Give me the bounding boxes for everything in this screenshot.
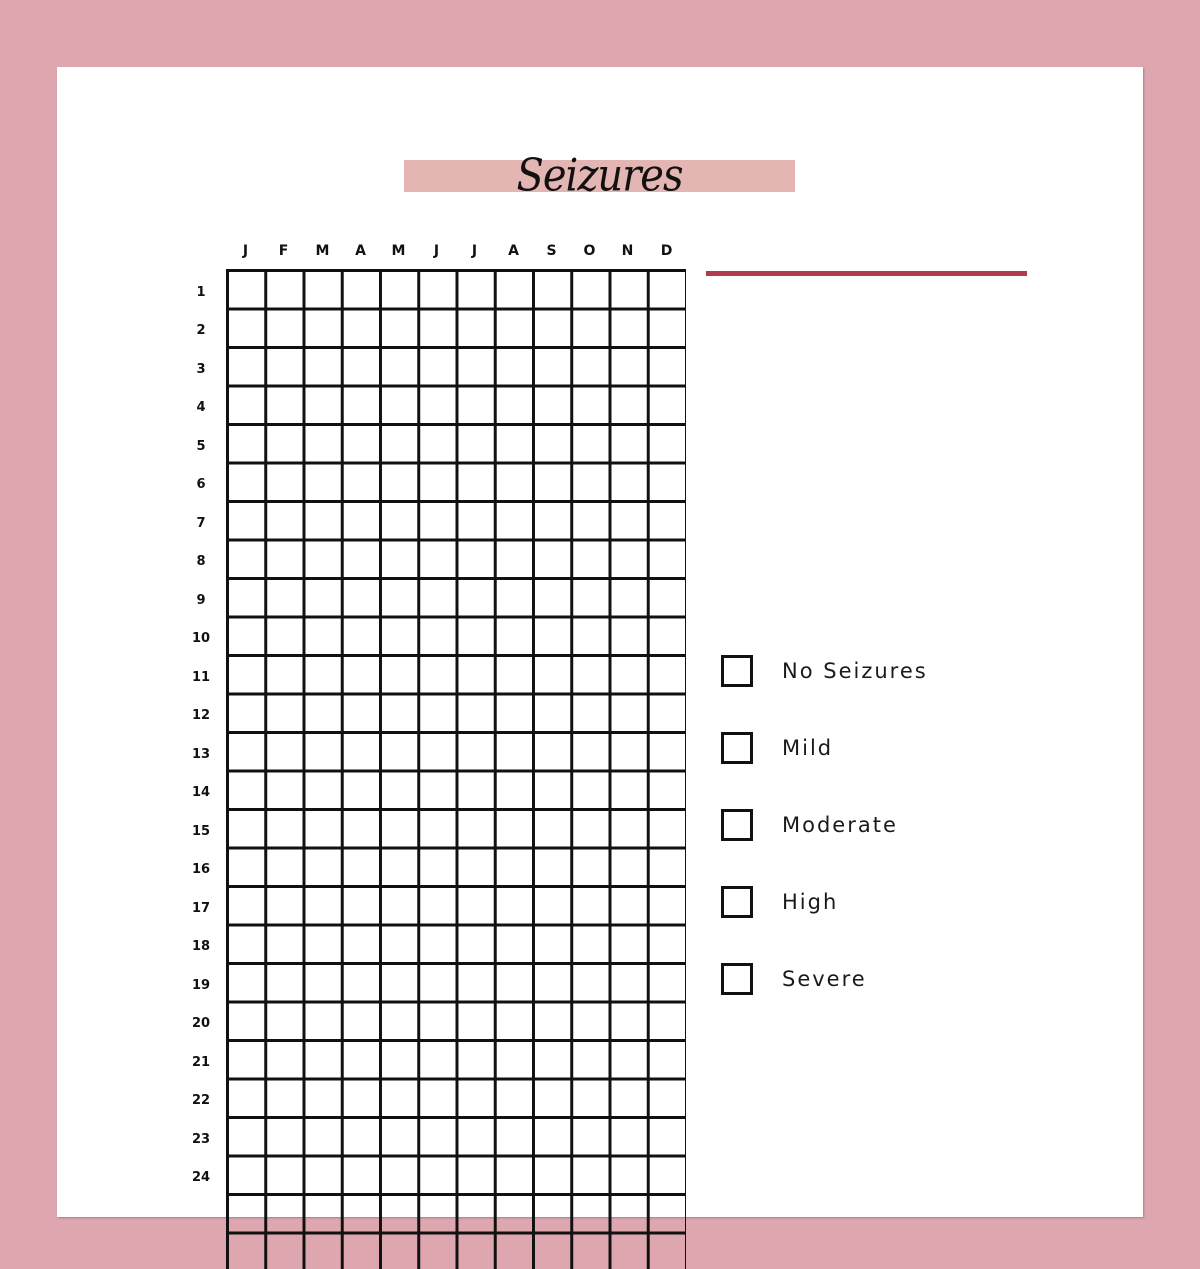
tracker-page [57, 67, 1143, 1217]
month-label: J [471, 243, 479, 259]
day-label: 10 [191, 631, 211, 646]
legend-label: High [782, 890, 839, 914]
legend-item-mild [721, 731, 833, 765]
legend-checkbox[interactable] [721, 809, 753, 841]
day-label: 19 [191, 978, 211, 993]
legend-label: Moderate [782, 813, 898, 837]
day-label: 17 [191, 901, 211, 916]
day-label: 3 [196, 362, 206, 377]
month-label: D [660, 243, 674, 259]
month-label: S [546, 243, 558, 259]
page-title: Seizures [516, 150, 683, 202]
legend-item-severe [721, 962, 867, 996]
day-label: 2 [196, 323, 206, 338]
year-tracker-grid[interactable] [226, 269, 686, 1269]
day-label: 8 [196, 554, 206, 569]
legend-checkbox[interactable] [721, 886, 753, 918]
legend-label: Severe [782, 967, 867, 991]
month-label: F [278, 243, 290, 259]
day-label: 21 [191, 1055, 211, 1070]
legend-checkbox[interactable] [721, 655, 753, 687]
month-label: J [433, 243, 441, 259]
day-label: 5 [196, 439, 206, 454]
day-label: 14 [191, 785, 211, 800]
day-label: 9 [196, 593, 206, 608]
day-label: 20 [191, 1016, 211, 1031]
day-label: 13 [191, 747, 211, 762]
month-label: J [242, 243, 250, 259]
legend-item-high [721, 885, 838, 919]
month-label: O [583, 243, 597, 259]
day-label: 12 [191, 708, 211, 723]
month-label: A [508, 243, 520, 259]
day-label: 1 [196, 285, 206, 300]
month-label: A [355, 243, 367, 259]
legend-checkbox[interactable] [721, 732, 753, 764]
month-label: M [315, 243, 331, 259]
day-label: 4 [196, 400, 206, 415]
day-label: 11 [191, 670, 211, 685]
month-label: M [391, 243, 407, 259]
day-label: 6 [196, 477, 206, 492]
accent-divider [706, 271, 1027, 276]
day-label: 18 [191, 939, 211, 954]
day-label: 7 [196, 516, 206, 531]
day-label: 23 [191, 1132, 211, 1147]
legend-label: No Seizures [782, 659, 928, 683]
legend-label: Mild [782, 736, 834, 760]
day-label: 15 [191, 824, 211, 839]
legend-item-no-seizures [721, 654, 928, 688]
day-label: 22 [191, 1093, 211, 1108]
day-label: 16 [191, 862, 211, 877]
legend-checkbox[interactable] [721, 963, 753, 995]
month-label: N [621, 243, 635, 259]
legend-item-moderate [721, 808, 898, 842]
day-label: 24 [191, 1170, 211, 1185]
